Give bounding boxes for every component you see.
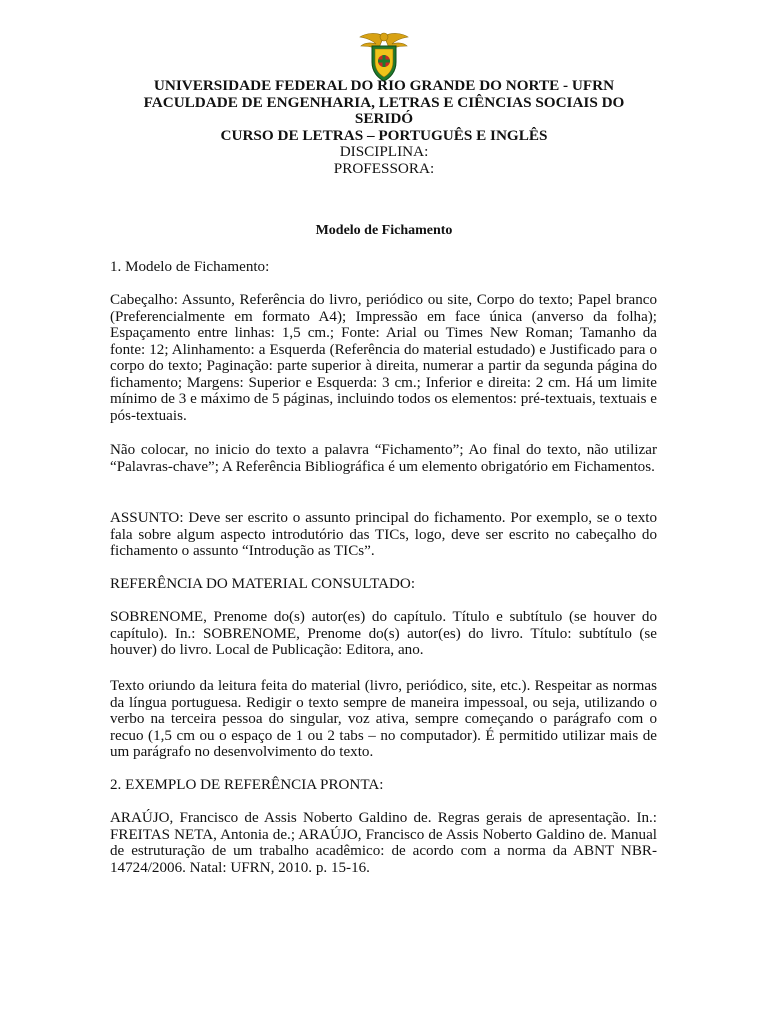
reference-template-paragraph: SOBRENOME, Prenome do(s) autor(es) do capítulo. Título e subtítulo (se houver do capítulo). In.: SOBRENOME, Prenome do(s) autor(es) do livro. Título: subtítulo (se houver) do livro. Local de Publicação: Editora, ano.	[110, 609, 657, 658]
faculty-name-continued: SERIDÓ	[354, 110, 414, 127]
professor-label: PROFESSORA:	[333, 159, 435, 177]
reference-heading: REFERÊNCIA DO MATERIAL CONSULTADO:	[110, 576, 416, 592]
course-name: CURSO DE LETRAS – PORTUGUÊS E INGLÊS	[220, 126, 548, 144]
body-text-instructions-paragraph: Texto oriundo da leitura feita do material (livro, periódico, site, etc.). Respeitar as normas da língua portuguesa. Redigir o texto sempre de maneira impessoal, ou seja, utilizando o verbo na terceira pessoa do singular, voz ativa, sempre começando o parágrafo com o recuo (1,5 cm ou o espaço de 1 ou 2 tabs – no computador). É permitido utilizar mais de um parágrafo no desenvolvimento do texto.	[110, 678, 657, 760]
university-name: UNIVERSIDADE FEDERAL DO RIO GRANDE DO NORTE - UFRN	[153, 77, 615, 94]
section-1-paragraph-2: Não colocar, no inicio do texto a palavra “Fichamento”; Ao final do texto, não utilizar “Palavras-chave”; A Referência Bibliográfica é um elemento obrigatório em Fichamentos.	[110, 442, 657, 475]
section-1-paragraph-3: ASSUNTO: Deve ser escrito o assunto principal do fichamento. Por exemplo, se o texto fala sobre algum aspecto introdutório das TICs, logo, deve ser escrito no cabeçalho do fichamento o assunto “Introdução as TICs”.	[110, 510, 657, 559]
section-1-heading: 1. Modelo de Fichamento:	[110, 259, 270, 275]
section-2-heading: 2. EXEMPLO DE REFERÊNCIA PRONTA:	[110, 777, 384, 793]
document-title: Modelo de Fichamento	[315, 223, 453, 238]
discipline-label: DISCIPLINA:	[339, 143, 429, 160]
institution-header	[110, 78, 658, 177]
example-reference-paragraph: ARAÚJO, Francisco de Assis Noberto Galdino de. Regras gerais de apresentação. In.: FREITAS NETA, Antonia de.; ARAÚJO, Francisco de Assis Noberto Galdino de. Manual de estruturação de um trabalho acadêmico: de acordo com a norma da ABNT NBR-14724/2006. Natal: UFRN, 2010. p. 15-16.	[110, 810, 657, 876]
ufrn-crest-logo	[356, 28, 412, 84]
section-1-paragraph-1: Cabeçalho: Assunto, Referência do livro, periódico ou site, Corpo do texto; Papel branco (Preferencialmente em formato A4); Impressão em face única (anverso da folha); Espaçamento entre linhas: 1,5 cm.; Fonte: Arial ou Times New Roman; Tamanho da fonte: 12; Alinhamento: a Esquerda (Referência do material estudado) e Justificado para o corpo do texto; Paginação: parte superior à direita, numerar a partir da segunda página do fichamento; Margens: Superior e Esquerda: 3 cm.; Inferior e direita: 2 cm. Há um limite mínimo de 3 e máximo de 5 páginas, incluindo todos os elementos: pré-textuais, textuais e pós-textuais.	[110, 292, 657, 424]
faculty-name: FACULDADE DE ENGENHARIA, LETRAS E CIÊNCIAS SOCIAIS DO	[143, 93, 625, 111]
